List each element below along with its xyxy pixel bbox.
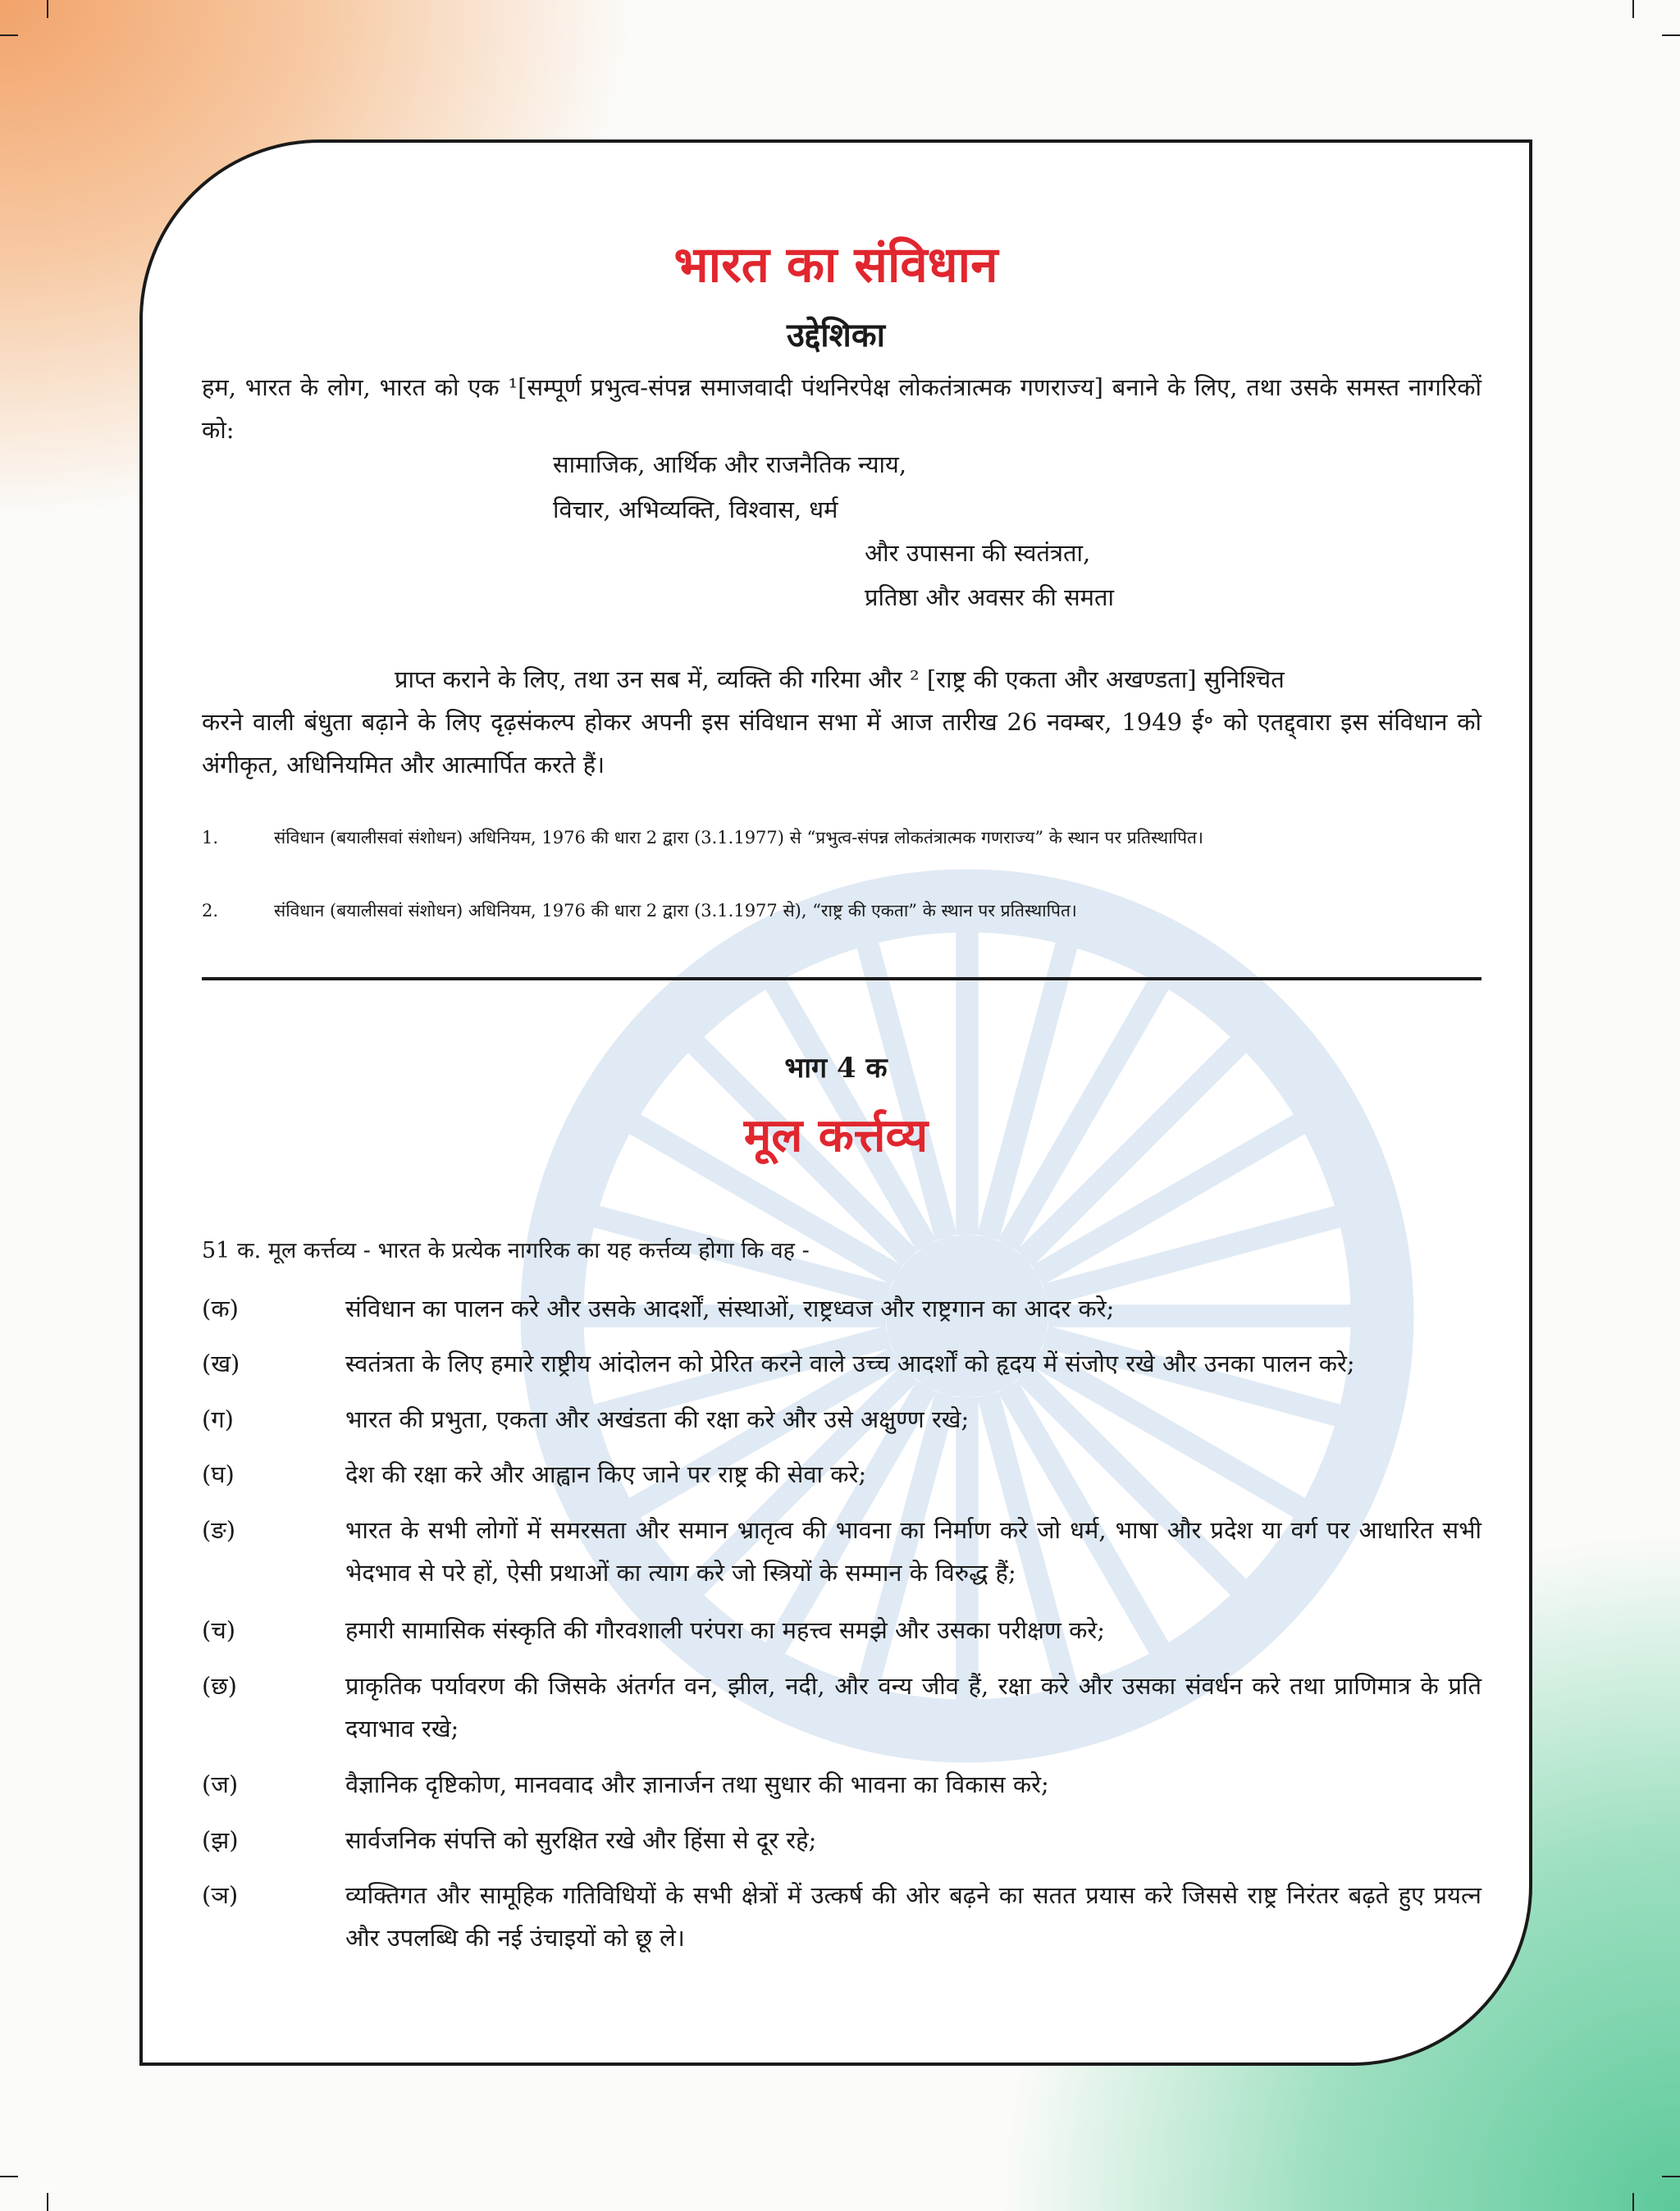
duty-marker: (छ)	[202, 1672, 237, 1700]
preamble-opening: हम, भारत के लोग, भारत को एक ¹[सम्पूर्ण प्रभुत्व-संपन्न समाजवादी पंथनिरपेक्ष लोकतंत्रात्मक गणराज्य] बनाने के लिए, तथा उसके समस्त नागरिकों को:	[202, 373, 1481, 444]
part-label: भाग 4 क	[784, 1052, 888, 1085]
preamble-justice-line: सामाजिक, आर्थिक और राजनैतिक न्याय,	[553, 450, 907, 478]
duty-marker: (ङ)	[202, 1516, 236, 1544]
preamble-heading: उद्देशिका	[787, 316, 885, 354]
duty-marker: (घ)	[202, 1460, 235, 1488]
duty-text: प्राकृतिक पर्यावरण की जिसके अंतर्गत वन, झील, नदी, और वन्य जीव हैं, रक्षा करे और उसका संवर्धन करे तथा प्राणिमात्र के प्रति दयाभाव रखे;	[345, 1672, 1481, 1743]
footnote-text: संविधान (बयालीसवां संशोधन) अधिनियम, 1976 की धारा 2 द्वारा (3.1.1977) से “प्रभुत्व-संपन्न लोकतंत्रात्मक गणराज्य” के स्थान पर प्रतिस्थापित।	[274, 828, 1203, 847]
duty-text: हमारी सामासिक संस्कृति की गौरवशाली परंपरा का महत्त्व समझे और उसका परीक्षण करे;	[345, 1616, 1106, 1644]
crop-mark	[47, 0, 48, 18]
preamble-equality-line: प्रतिष्ठा और अवसर की समता	[865, 583, 1115, 611]
duty-marker: (ञ)	[202, 1881, 239, 1909]
preamble-closing	[202, 658, 1481, 786]
duty-marker: (ख)	[202, 1350, 240, 1377]
footnote-number: 2.	[202, 901, 219, 920]
duty-text: भारत की प्रभुता, एकता और अखंडता की रक्षा करे और उसे अक्षुण्ण रखे;	[345, 1405, 970, 1433]
crop-mark	[47, 2193, 48, 2211]
part-title: मूल कर्त्तव्य	[743, 1108, 929, 1163]
crop-mark	[1662, 34, 1680, 36]
duty-marker: (क)	[202, 1295, 239, 1322]
duty-text: देश की रक्षा करे और आह्वान किए जाने पर राष्ट्र की सेवा करे;	[345, 1460, 867, 1488]
duty-marker: (ग)	[202, 1405, 234, 1433]
preamble-closing-rest: करने वाली बंधुता बढ़ाने के लिए दृढ़संकल्प होकर अपनी इस संविधान सभा में आज तारीख 26 नवम्बर, 1949 ई॰ को एतद्द्वारा इस संविधान को अंगीकृत, अधिनियमित और आत्मार्पित करते हैं।	[202, 708, 1481, 779]
section-divider	[202, 977, 1481, 980]
preamble-closing-first: प्राप्त कराने के लिए, तथा उन सब में, व्यक्ति की गरिमा और ² [राष्ट्र की एकता और अखण्डता] सुनिश्चित	[395, 665, 1285, 693]
duty-marker: (ज)	[202, 1770, 239, 1798]
page-title: भारत का संविधान	[673, 236, 998, 294]
crop-mark	[0, 2176, 18, 2177]
duty-text: सार्वजनिक संपत्ति को सुरक्षित रखे और हिंसा से दूर रहे;	[345, 1826, 817, 1854]
crop-mark	[0, 34, 18, 36]
document-card	[139, 139, 1532, 2066]
footnote-text: संविधान (बयालीसवां संशोधन) अधिनियम, 1976 की धारा 2 द्वारा (3.1.1977 से), “राष्ट्र की एकता” के स्थान पर प्रतिस्थापित।	[274, 901, 1077, 920]
duty-marker: (झ)	[202, 1826, 239, 1854]
duty-text: वैज्ञानिक दृष्टिकोण, मानववाद और ज्ञानार्जन तथा सुधार की भावना का विकास करे;	[345, 1770, 1049, 1798]
page-content	[143, 143, 1529, 2063]
duty-text: स्वतंत्रता के लिए हमारे राष्ट्रीय आंदोलन को प्रेरित करने वाले उच्च आदर्शों को हृदय में संजोए रखे और उनका पालन करे;	[345, 1350, 1355, 1377]
duty-marker: (च)	[202, 1616, 236, 1644]
crop-mark	[1632, 0, 1634, 18]
crop-mark	[1662, 2176, 1680, 2177]
duty-text: संविधान का पालन करे और उसके आदर्शों, संस्थाओं, राष्ट्रध्वज और राष्ट्रगान का आदर करे;	[345, 1295, 1115, 1322]
crop-mark	[1632, 2193, 1634, 2211]
footnote-number: 1.	[202, 828, 219, 847]
duty-text: भारत के सभी लोगों में समरसता और समान भ्रातृत्व की भावना का निर्माण करे जो धर्म, भाषा और प्रदेश या वर्ग पर आधारित सभी भेदभाव से परे हों, ऐसी प्रथाओं का त्याग करे जो स्त्रियों के सम्मान के विरुद्ध हैं;	[345, 1516, 1481, 1587]
preamble-liberty-line: विचार, अभिव्यक्ति, विश्वास, धर्म	[553, 496, 838, 523]
duty-text: व्यक्तिगत और सामूहिक गतिविधियों के सभी क्षेत्रों में उत्कर्ष की ओर बढ़ने का सतत प्रयास करे जिससे राष्ट्र निरंतर बढ़ते हुए प्रयत्न और उपलब्धि की नई उंचाइयों को छू ले।	[345, 1881, 1481, 1952]
preamble-worship-line: और उपासना की स्वतंत्रता,	[865, 539, 1091, 567]
duties-intro: 51 क. मूल कर्त्तव्य - भारत के प्रत्येक नागरिक का यह कर्त्तव्य होगा कि वह -	[202, 1238, 810, 1263]
